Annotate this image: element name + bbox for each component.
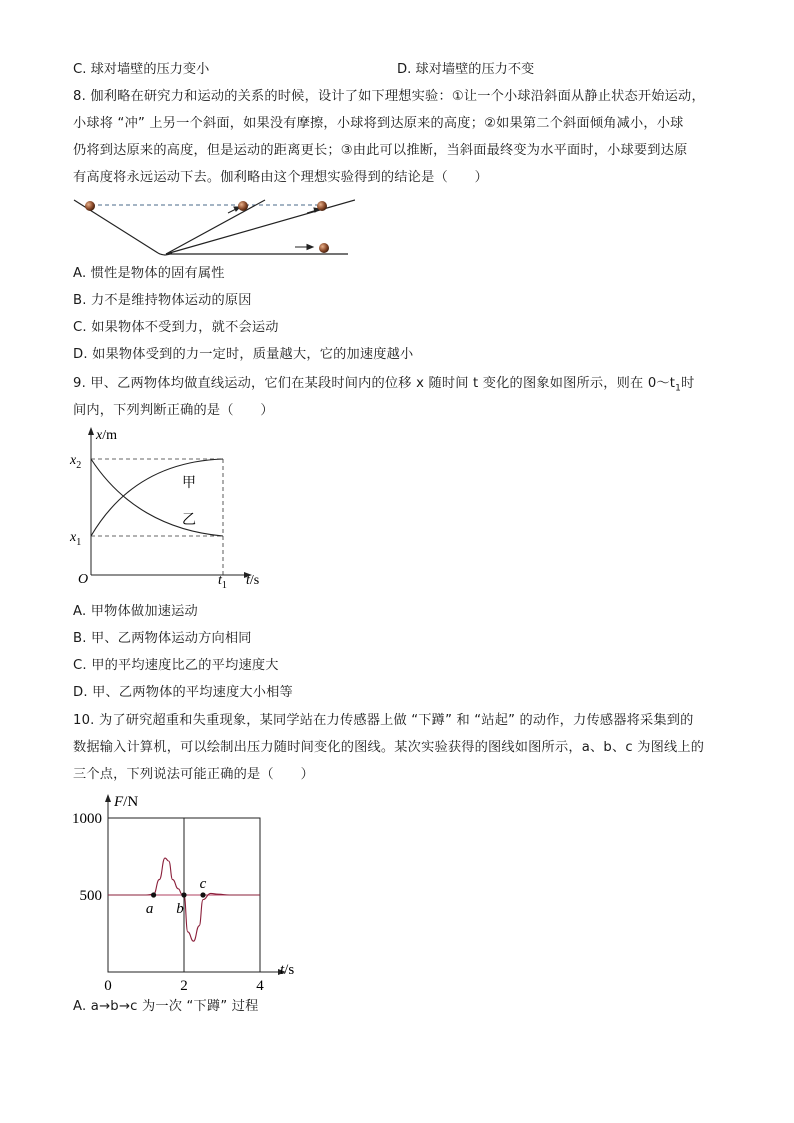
y-axis-arrow [105, 794, 111, 802]
q9-stem-line-1 [73, 375, 695, 398]
point-b [181, 892, 186, 897]
ball-steep [238, 201, 248, 211]
curve-jia-label: 甲 [182, 476, 196, 491]
y-tick-500: 500 [79, 888, 102, 904]
x-tick-4: 4 [256, 978, 264, 990]
q8-stem-line-2: 小球将 “冲” 上另一个斜面，如果没有摩擦，小球将到达原来的高度；②如果第二个斜面倾角减小，小球 [73, 116, 684, 131]
q10-option-a: A. a→b→c 为一次 “下蹲” 过程 [73, 999, 259, 1014]
q9-option-a: A. 甲物体做加速运动 [73, 604, 198, 619]
ball-horizontal [319, 243, 329, 253]
q8-option-c: C. 如果物体不受到力，就不会运动 [73, 320, 279, 335]
q8-stem-line-4: 有高度将永远运动下去。伽利略由这个理想实验得到的结论是（ ） [73, 170, 489, 185]
q9-option-b: B. 甲、乙两物体运动方向相同 [73, 631, 252, 646]
q7-option-c: C. 球对墙壁的压力变小 [73, 62, 210, 77]
curve-jia [91, 459, 223, 536]
q9-stem-sub: 1 [675, 383, 682, 394]
x-tick-2: 2 [180, 978, 188, 990]
q8-option-d: D. 如果物体受到的力一定时，质量越大，它的加速度越小 [73, 347, 414, 362]
x-axis-label: t/s [246, 573, 260, 588]
x2-label: $x_2$ [70, 453, 82, 471]
q8-stem-line-1: 8. 伽利略在研究力和运动的关系的时候，设计了如下理想实验：①让一个小球沿斜面从静止状态开始运动， [73, 89, 705, 104]
steep-incline [166, 200, 265, 254]
x-tick-0: 0 [104, 978, 112, 990]
q9-option-d: D. 甲、乙两物体的平均速度大小相等 [73, 685, 293, 700]
t1-label: $t_1$ [218, 573, 227, 591]
incline-experiment-figure [70, 195, 355, 259]
q9-stem-end: 时 [681, 376, 695, 391]
q8-option-b: B. 力不是维持物体运动的原因 [73, 293, 252, 308]
q8-option-a: A. 惯性是物体的固有属性 [73, 266, 225, 281]
y-axis-label: F/N [114, 794, 139, 810]
point-label-a: a [145, 901, 154, 917]
q9-stem-line-2: 间内，下列判断正确的是（ ） [73, 403, 274, 418]
y-axis-label: x/m [96, 428, 117, 443]
q8-stem-line-3: 仍将到达原来的高度，但是运动的距离更长；③由此可以推断，当斜面最终变为水平面时，小球要到达原 [73, 143, 688, 158]
q10-stem-line-1: 10. 为了研究超重和失重现象，某同学站在力传感器上做 “下蹲” 和 “站起” 的动作，力传感器将采集到的 [73, 713, 694, 728]
curve-yi [91, 459, 223, 536]
q9-stem-text: 9. 甲、乙两物体均做直线运动，它们在某段时间内的位移 x 随时间 t 变化的图象如图所示，则在 0～t [73, 376, 676, 391]
x-axis-label: t/s [280, 962, 295, 978]
displacement-time-graph [66, 425, 286, 593]
force-time-chart [66, 790, 306, 990]
origin-label: O [78, 572, 89, 587]
point-label-b: b [176, 901, 184, 917]
q9-option-c: C. 甲的平均速度比乙的平均速度大 [73, 658, 279, 673]
ball-start [85, 201, 95, 211]
y-tick-1000: 1000 [72, 811, 102, 827]
q7-option-d: D. 球对墙壁的压力不变 [397, 62, 535, 77]
ball-shallow [317, 201, 327, 211]
q10-stem-line-3: 三个点，下列说法可能正确的是（ ） [73, 767, 314, 782]
x1-label: $x_1$ [70, 530, 82, 548]
point-label-c: c [199, 876, 207, 892]
q10-stem-line-2: 数据输入计算机，可以绘制出压力随时间变化的图线。某次实验获得的图线如图所示，a、b、c 为图线上的 [73, 740, 705, 755]
point-c [200, 892, 205, 897]
curve-yi-label: 乙 [182, 513, 196, 528]
point-a [151, 892, 156, 897]
